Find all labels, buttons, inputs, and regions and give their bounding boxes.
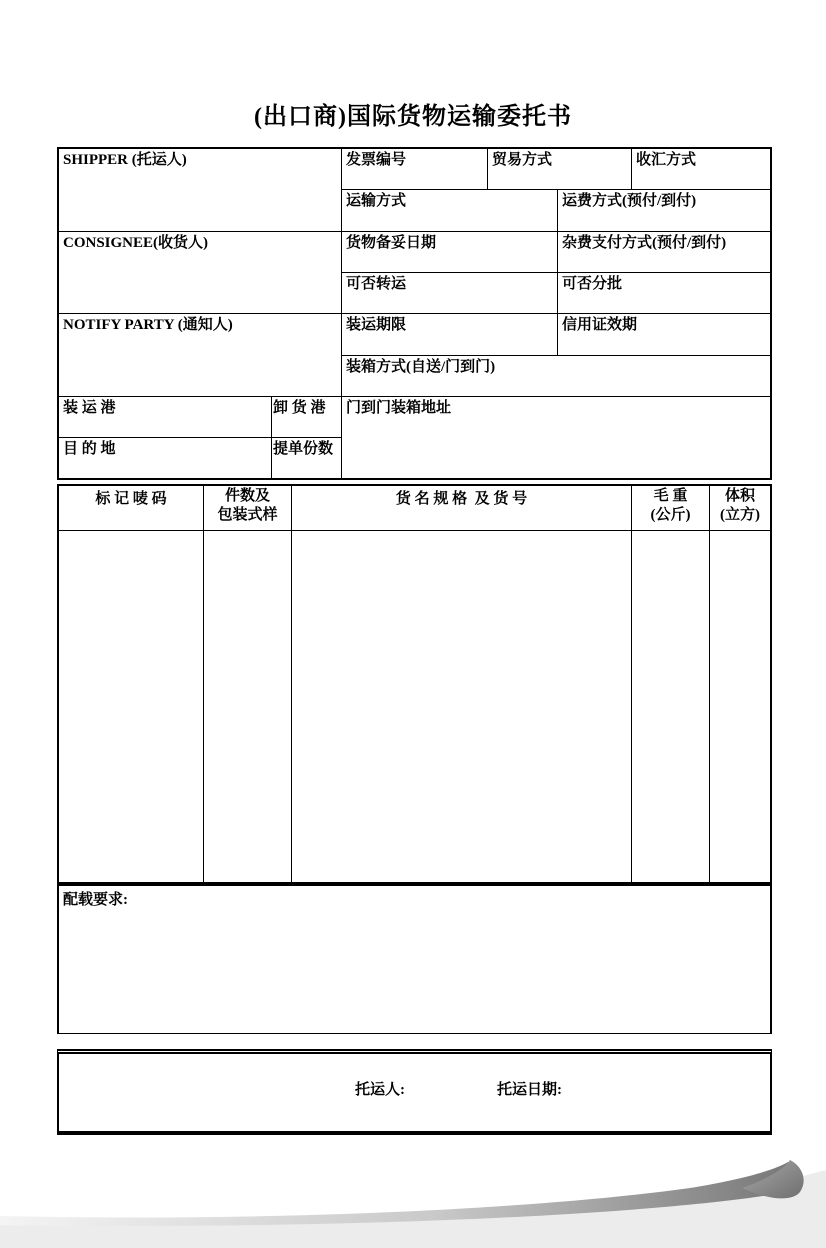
shipper-cell: SHIPPER (托运人) (59, 149, 342, 232)
goods-body-description-cell (292, 531, 632, 882)
goods-table (57, 484, 772, 884)
goods-body-gross-weight-cell (632, 531, 710, 882)
destination-cell: 目 的 地 (59, 438, 272, 478)
goods-header-volume-line2: (立方) (720, 506, 760, 523)
shipper-signature-label: 托运人: (355, 1082, 405, 1098)
goods-header-volume-line1: 体积 (724, 488, 755, 504)
signature-box (57, 1049, 772, 1135)
goods-header-packages-line2: 包装式样 (217, 506, 278, 523)
discharge-port-cell: 卸 货 港 (272, 397, 342, 438)
transshipment-cell: 可否转运 (342, 273, 558, 314)
transport-mode-cell: 运输方式 (342, 190, 558, 232)
notify-party-cell: NOTIFY PARTY (通知人) (59, 314, 342, 397)
shipment-info-table (57, 147, 772, 480)
consignee-cell: CONSIGNEE(收货人) (59, 232, 342, 314)
trade-mode-cell: 贸易方式 (488, 149, 632, 190)
loading-port-cell: 装 运 港 (59, 397, 272, 438)
goods-header-packages-line1: 件数及 (224, 488, 270, 504)
packing-mode-cell: 装箱方式(自送/门到门) (342, 356, 770, 397)
goods-header-description: 货 名 规 格 及 货 号 (292, 486, 632, 531)
goods-header-gross-weight-line2: (公斤) (650, 506, 691, 523)
page-title: (出口商)国际货物运输委托书 (254, 104, 572, 130)
invoice-no-cell: 发票编号 (342, 149, 488, 190)
page-curl-decoration (0, 1150, 826, 1248)
partial-shipment-cell: 可否分批 (558, 273, 770, 314)
lc-validity-cell: 信用证效期 (558, 314, 770, 356)
page-curl-icon (0, 1150, 826, 1248)
goods-header-marks: 标 记 唛 码 (59, 486, 204, 531)
goods-header-gross-weight-line1: 毛 重 (653, 488, 688, 504)
goods-header-gross-weight (632, 486, 710, 531)
ship-date-label: 托运日期: (497, 1082, 562, 1098)
stowage-requirements-label: 配载要求: (63, 892, 128, 908)
goods-header-packages (204, 486, 292, 531)
cargo-ready-date-cell: 货物备妥日期 (342, 232, 558, 273)
shipment-deadline-cell: 装运期限 (342, 314, 558, 356)
goods-body-volume-cell (710, 531, 770, 882)
goods-body-packages-cell (204, 531, 292, 882)
goods-header-volume (710, 486, 770, 531)
goods-body-marks-cell (59, 531, 204, 882)
bl-copies-cell: 提单份数 (272, 438, 342, 478)
freight-payment-cell: 运费方式(预付/到付) (558, 190, 770, 232)
stowage-requirements-box (57, 884, 772, 1034)
misc-charge-payment-cell: 杂费支付方式(预付/到付) (558, 232, 770, 273)
door-to-door-address-cell: 门到门装箱地址 (346, 400, 452, 416)
collection-mode-cell: 收汇方式 (632, 149, 770, 190)
